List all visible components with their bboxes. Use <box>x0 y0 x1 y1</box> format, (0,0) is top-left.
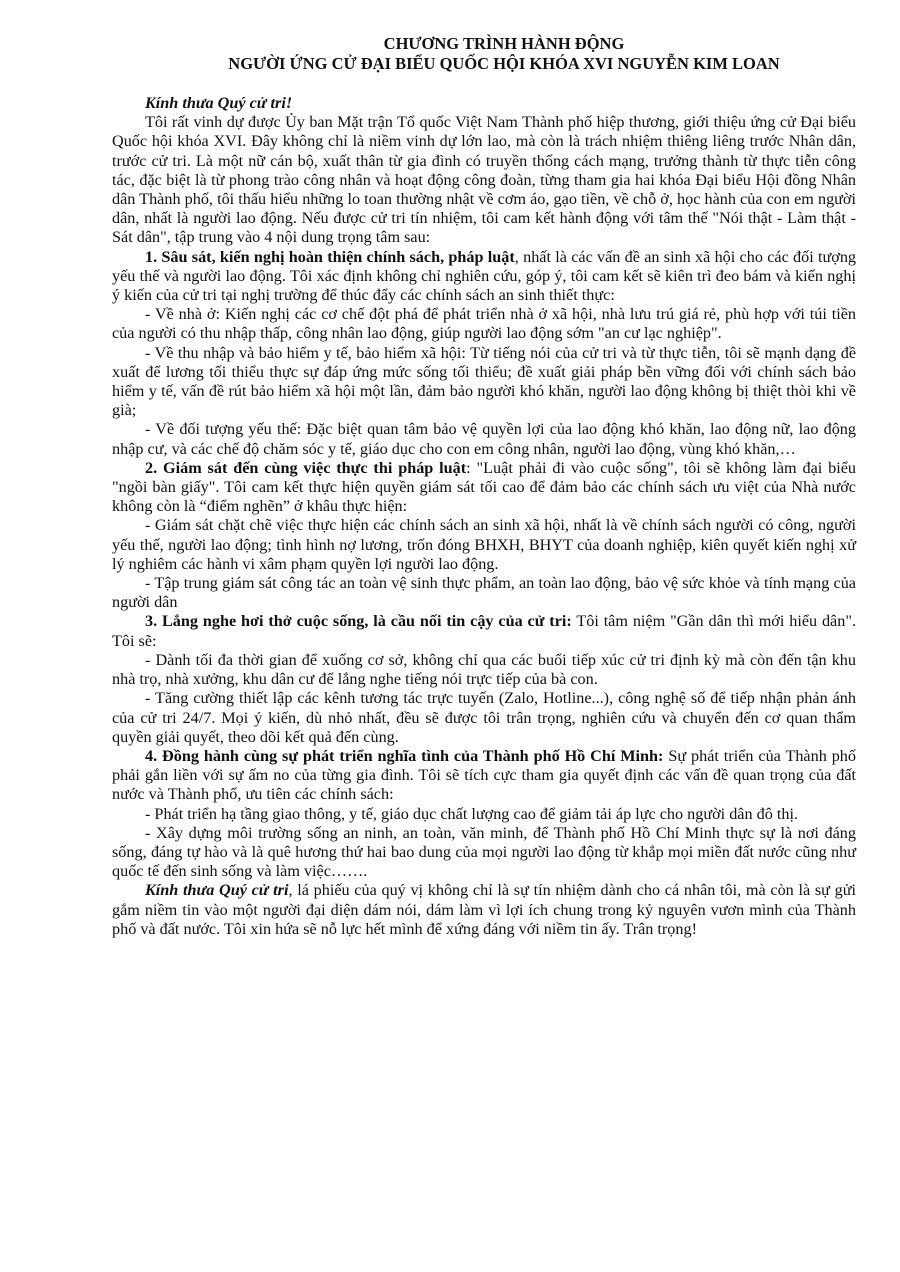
closing-greeting: Kính thưa Quý cử tri <box>145 881 289 900</box>
section-4-heading: 4. Đồng hành cùng sự phát triển nghĩa tình của Thành phố Hồ Chí Minh: <box>145 746 664 765</box>
document-body <box>112 94 856 939</box>
document-title: CHƯƠNG TRÌNH HÀNH ĐỘNG <box>383 34 625 53</box>
section-3 <box>112 612 856 650</box>
section-4 <box>112 747 856 805</box>
section-3-heading: 3. Lắng nghe hơi thở cuộc sống, là cầu nối tin cậy của cử tri: <box>145 612 572 631</box>
section-2-bullet-2: - Tập trung giám sát công tác an toàn vệ sinh thực phẩm, an toàn lao động, bảo vệ sức khỏe và tính mạng của người dân <box>112 574 856 612</box>
section-1 <box>112 248 856 306</box>
section-3-bullet-1: - Dành tối đa thời gian để xuống cơ sở, không chỉ qua các buổi tiếp xúc cử tri định kỳ mà còn đến tận khu nhà trọ, nhà xưởng, khu dân cư để lắng nghe tiếng nói trực tiếp của bà con. <box>112 650 856 689</box>
section-4-bullet-2: - Xây dựng môi trường sống an ninh, an toàn, văn minh, để Thành phố Hồ Chí Minh thực sự là nơi đáng sống, đáng tự hào và là quê hương thứ hai bao dung của mọi người lao động từ khắp mọi miền đất nước cũng như quốc tế đến sinh sống và làm việc……. <box>112 823 856 881</box>
closing-paragraph <box>112 881 856 939</box>
section-3-text: Tôi tâm niệm "Gần dân thì mới hiểu dân". Tôi sẽ: <box>112 612 856 650</box>
document-subtitle: NGƯỜI ỨNG CỬ ĐẠI BIỂU QUỐC HỘI KHÓA XVI NGUYỄN KIM LOAN <box>228 54 780 73</box>
section-1-heading: 1. Sâu sát, kiến nghị hoàn thiện chính sách, pháp luật <box>145 247 515 266</box>
section-2-text: : "Luật phải đi vào cuộc sống", tôi sẽ không làm đại biểu "ngồi bàn giấy". Tôi cam kết thực hiện quyền giám sát tối cao để đảm bảo các chính sách ưu việt của Nhà nước không còn là “điểm nghẽn” ở khâu thực hiện: <box>112 458 857 516</box>
section-2-bullet-1: - Giám sát chặt chẽ việc thực hiện các chính sách an sinh xã hội, nhất là về chính sách người có công, người yếu thế, người lao động; tình hình nợ lương, trốn đóng BHXH, BHYT của doanh nghiệp, kiên quyết kiến nghị xử lý nghiêm các hành vi xâm phạm quyền lợi người lao động. <box>112 516 856 573</box>
section-1-bullet-income: - Về thu nhập và bảo hiểm y tế, bảo hiểm xã hội: Từ tiếng nói của cử tri và từ thực tiễn, tôi sẽ mạnh dạng đề xuất để lương tối thiểu thực sự đáp ứng mức sống tối thiểu; đề xuất giải pháp bền vững đối với chính sách bảo hiểm y tế, vấn đề rút bảo hiểm xã hội một lần, đảm bảo người khó khăn, người lao động không bị thiệt thòi khi về già; <box>112 343 856 420</box>
intro-paragraph: Tôi rất vinh dự được Ủy ban Mặt trận Tổ quốc Việt Nam Thành phố hiệp thương, giới thiệu ứng cử Đại biểu Quốc hội khóa XVI. Đây không chỉ là niềm vinh dự lớn lao, mà còn là trách nhiệm thiêng liêng trước Nhân dân, trước cử tri. Là một nữ cán bộ, xuất thân từ gia đình có truyền thống cách mạng, trưởng thành từ thực tiễn công tác, đặc biệt là từ phong trào công nhân và hoạt động công đoàn, từng tham gia hai khóa Đại biểu Hội đồng Nhân dân Thành phố, tôi thấu hiểu những lo toan thường nhật về cơm áo, gạo tiền, về chỗ ở, học hành của con em người dân, nhất là người lao động. Nếu được cử tri tín nhiệm, tôi cam kết hành động với tâm thế "Nói thật - Làm thật - Sát dân", tập trung vào 4 nội dung trọng tâm sau: <box>112 113 856 247</box>
section-2-heading: 2. Giám sát đến cùng việc thực thi pháp luật <box>145 458 467 477</box>
section-2 <box>112 459 856 517</box>
section-1-text: , nhất là các vấn đề an sinh xã hội cho các đối tượng yếu thế và người lao động. Tôi xác định không chỉ nghiên cứu, góp ý, tôi cam kết sẽ kiên trì đeo bám và kiến nghị ý kiến của cử tri tại nghị trường để thúc đẩy các chính sách an sinh thiết thực: <box>112 247 857 305</box>
greeting: Kính thưa Quý cử tri! <box>145 94 293 112</box>
section-1-bullet-housing: - Về nhà ở: Kiến nghị các cơ chế đột phá để phát triển nhà ở xã hội, nhà lưu trú giá rẻ, phù hợp với túi tiền của người có thu nhập thấp, công nhân lao động, giúp người lao động sớm "an cư lạc nghiệp". <box>112 305 856 343</box>
section-3-bullet-2: - Tăng cường thiết lập các kênh tương tác trực tuyến (Zalo, Hotline...), công nghệ số để tiếp nhận phản ánh của cử tri 24/7. Mọi ý kiến, dù nhỏ nhất, đều sẽ được tôi trân trọng, nghiên cứu và chuyển đến cơ quan thẩm quyền giải quyết, theo dõi kết quả đến cùng. <box>112 689 856 746</box>
closing-text: , lá phiếu của quý vị không chỉ là sự tín nhiệm dành cho cá nhân tôi, mà còn là sự gửi gắm niềm tin vào một người đại diện dám nói, dám làm vì lợi ích chung trong kỷ nguyên vươn mình của Thành phố và đất nước. Tôi xin hứa sẽ nỗ lực hết mình để xứng đáng với niềm tin ấy. Trân trọng! <box>112 881 856 938</box>
section-4-text: Sự phát triển của Thành phố phải gắn liền với sự ấm no của từng gia đình. Tôi sẽ tích cực tham gia quyết định các vấn đề quan trọng của đất nước và Thành phố, ưu tiên các chính sách: <box>112 746 856 804</box>
section-4-bullet-1: - Phát triển hạ tầng giao thông, y tế, giáo dục chất lượng cao để giảm tải áp lực cho người dân đô thị. <box>145 804 799 823</box>
section-1-bullet-vulnerable: - Về đối tượng yếu thế: Đặc biệt quan tâm bảo vệ quyền lợi của lao động khó khăn, lao động nữ, lao động nhập cư, và các chế độ chăm sóc y tế, giáo dục cho con em công nhân, người lao động, vùng khó khăn,… <box>112 420 856 458</box>
